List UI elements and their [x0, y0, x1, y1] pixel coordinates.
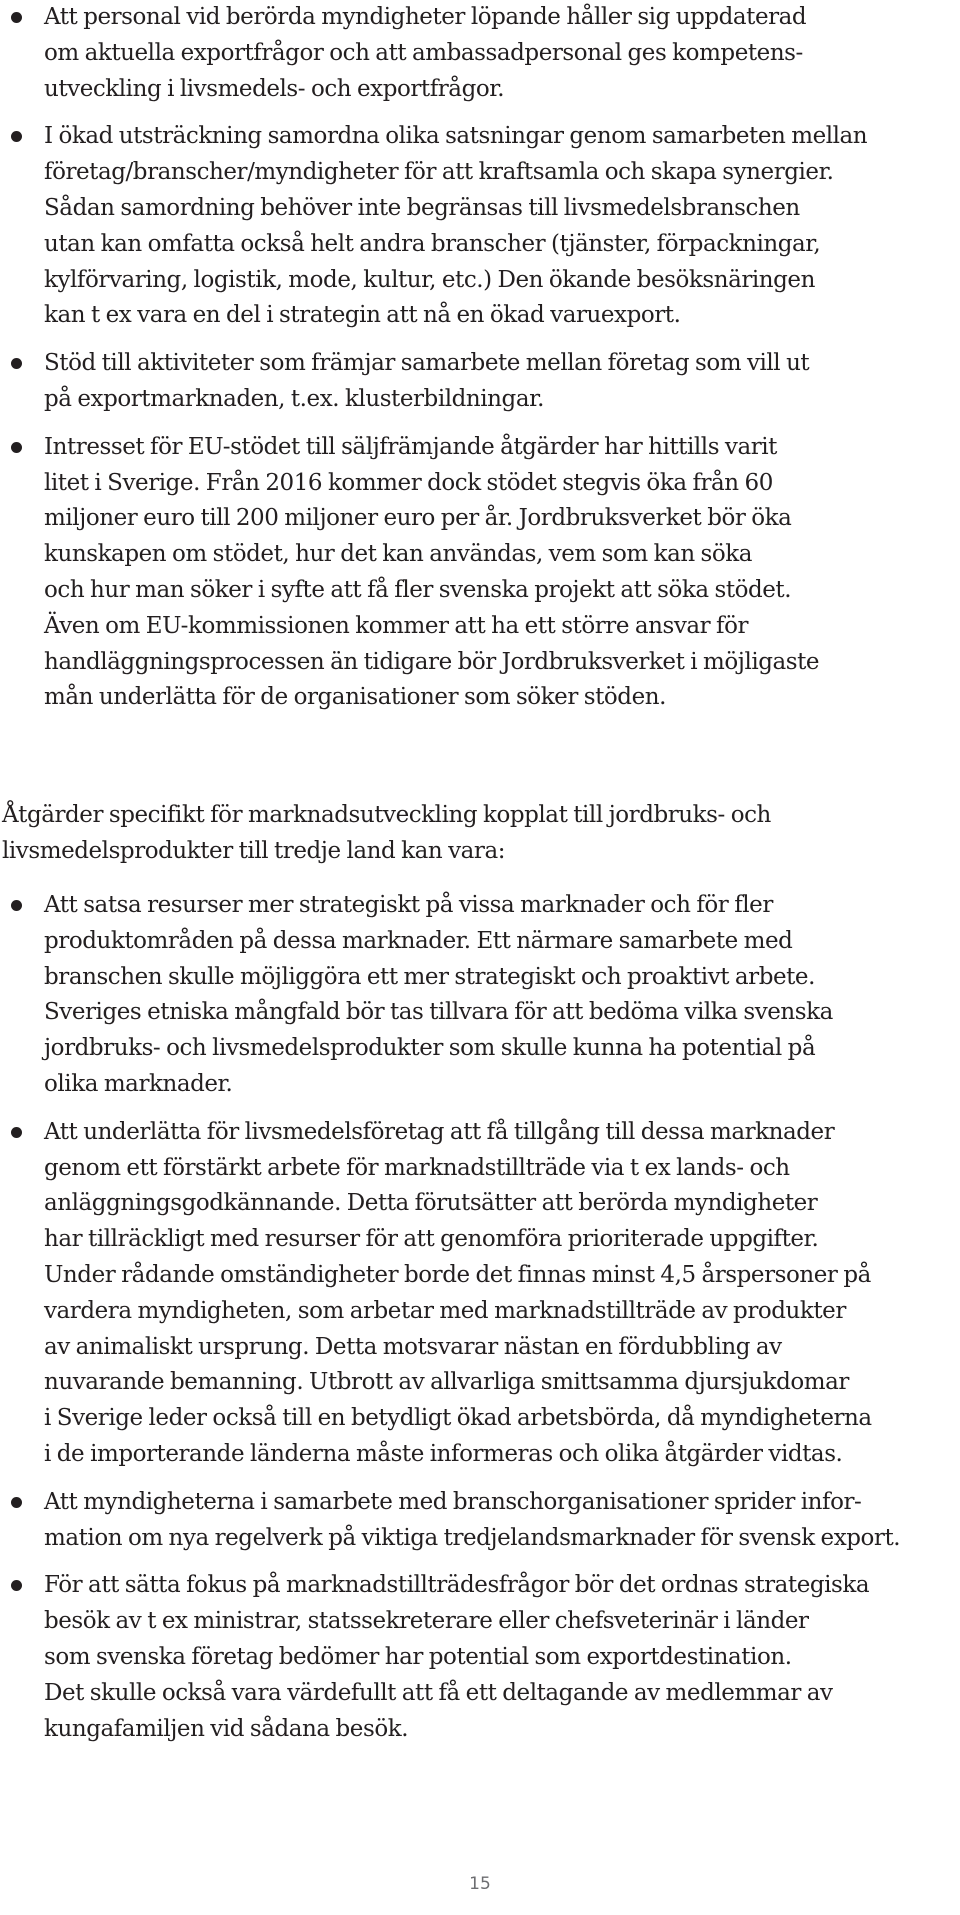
text-line: utan kan omfatta också helt andra branscher (tjänster, förpackningar,	[44, 230, 821, 257]
text-line: mation om nya regelverk på viktiga tredjelandsmarknader för svensk export.	[44, 1524, 901, 1551]
text-line: jordbruks- och livsmedelsprodukter som skulle kunna ha potential på	[44, 1035, 816, 1062]
bullet-list-top	[10, 0, 955, 716]
text-line: i de importerande länderna måste informeras och olika åtgärder vidtas.	[44, 1440, 843, 1467]
text-line: Sådan samordning behöver inte begränsas till livsmedelsbranschen	[44, 194, 800, 221]
text-line: Sveriges etniska mångfald bör tas tillvara för att bedöma vilka svenska	[44, 999, 833, 1026]
paragraph	[2, 798, 947, 870]
bullet-dot-icon	[11, 12, 22, 23]
text-line: För att sätta fokus på marknadstillträdesfrågor bör det ordnas strategiska	[44, 1572, 870, 1599]
text-line: Det skulle också vara värdefullt att få ett deltagande av medlemmar av	[44, 1679, 833, 1706]
text-line: mån underlätta för de organisationer som söker stöden.	[44, 684, 666, 711]
list-item	[10, 0, 955, 107]
text-line: I ökad utsträckning samordna olika satsningar genom samarbeten mellan	[44, 123, 868, 150]
text-line: på exportmarknaden, t.ex. klusterbildningar.	[44, 385, 544, 412]
text-line: Intresset för EU-stödet till säljfrämjande åtgärder har hittills varit	[44, 433, 777, 460]
text-line: har tillräckligt med resurser för att genomföra prioriterade uppgifter.	[44, 1226, 819, 1253]
list-item	[10, 119, 955, 334]
bullet-dot-icon	[11, 358, 22, 369]
list-item	[10, 1568, 955, 1747]
text-line: livsmedelsprodukter till tredje land kan vara:	[2, 837, 506, 864]
list-item	[10, 430, 955, 716]
text-line: Att myndigheterna i samarbete med branschorganisationer sprider infor-	[44, 1488, 862, 1515]
text-line: nuvarande bemanning. Utbrott av allvarliga smittsamma djursjukdomar	[44, 1369, 849, 1396]
bullet-dot-icon	[11, 131, 22, 142]
text-line: Att satsa resurser mer strategiskt på vissa marknader och för fler	[44, 892, 773, 918]
bullet-dot-icon	[11, 1580, 22, 1591]
text-line: företag/branscher/myndigheter för att kraftsamla och skapa synergier.	[44, 159, 834, 186]
text-line: miljoner euro till 200 miljoner euro per år. Jordbruksverket bör öka	[44, 505, 792, 532]
text-line: Att underlätta för livsmedelsföretag att få tillgång till dessa marknader	[44, 1118, 835, 1145]
text-line: och hur man söker i syfte att få fler svenska projekt att söka stödet.	[44, 576, 792, 603]
text-line: besök av t ex ministrar, statssekreterare eller chefsveterinär i länder	[44, 1608, 809, 1635]
text-line: produktområden på dessa marknader. Ett närmare samarbete med	[44, 927, 793, 954]
text-line: Att personal vid berörda myndigheter löpande håller sig uppdaterad	[44, 4, 807, 30]
text-line: anläggningsgodkännande. Detta förutsätter att berörda myndigheter	[44, 1190, 818, 1217]
list-item	[10, 888, 955, 1103]
text-line: i Sverige leder också till en betydligt ökad arbetsbörda, då myndigheterna	[44, 1405, 872, 1432]
text-line: kunskapen om stödet, hur det kan användas, vem som kan söka	[44, 541, 753, 568]
text-line: av animaliskt ursprung. Detta motsvarar nästan en fördubbling av	[44, 1333, 782, 1360]
text-line: Även om EU-kommissionen kommer att ha ett större ansvar för	[44, 612, 749, 639]
text-line: Åtgärder specifikt för marknadsutveckling kopplat till jordbruks- och	[2, 802, 771, 828]
text-line: kungafamiljen vid sådana besök.	[44, 1715, 409, 1742]
text-line: utveckling i livsmedels- och exportfrågor.	[44, 75, 505, 102]
list-item	[10, 1115, 955, 1473]
text-line: Stöd till aktiviteter som främjar samarbete mellan företag som vill ut	[44, 350, 810, 377]
bullet-list	[10, 0, 955, 716]
text-line: genom ett förstärkt arbete för marknadstillträde via t ex lands- och	[44, 1154, 790, 1181]
text-line: handläggningsprocessen än tidigare bör Jordbruksverket i möjligaste	[44, 648, 820, 675]
list-item	[10, 1485, 955, 1557]
page-number: 15	[469, 1874, 491, 1894]
text-line: branschen skulle möjliggöra ett mer strategiskt och proaktivt arbete.	[44, 963, 815, 990]
text-line: kylförvaring, logistik, mode, kultur, etc.) Den ökande besöksnäringen	[44, 266, 815, 293]
bullet-dot-icon	[11, 442, 22, 453]
bullet-dot-icon	[11, 900, 22, 911]
bullet-dot-icon	[11, 1127, 22, 1138]
text-line: litet i Sverige. Från 2016 kommer dock stödet stegvis öka från 60	[44, 469, 773, 496]
text-line: som svenska företag bedömer har potential som exportdestination.	[44, 1643, 792, 1670]
text-line: vardera myndigheten, som arbetar med marknadstillträde av produkter	[44, 1297, 846, 1324]
bullet-list	[10, 888, 955, 1747]
text-line: olika marknader.	[44, 1070, 233, 1097]
intro-paragraph	[2, 798, 947, 870]
bullet-list-bottom	[10, 888, 955, 1747]
list-item	[10, 346, 955, 418]
text-line: om aktuella exportfrågor och att ambassadpersonal ges kompetens-	[44, 39, 803, 66]
text-line: Under rådande omständigheter borde det finnas minst 4,5 årspersoner på	[44, 1261, 871, 1288]
bullet-dot-icon	[11, 1497, 22, 1508]
text-line: kan t ex vara en del i strategin att nå en ökad varuexport.	[44, 302, 681, 329]
